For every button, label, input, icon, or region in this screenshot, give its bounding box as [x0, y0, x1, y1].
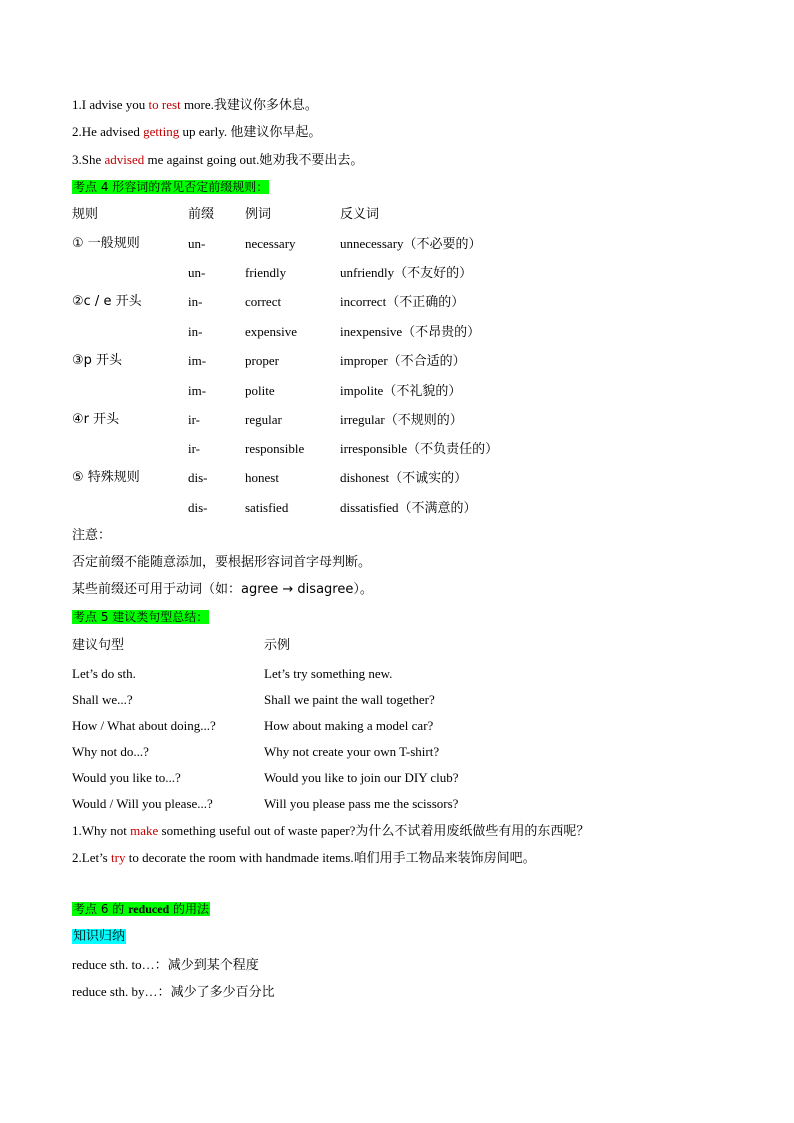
column-header: 规则: [72, 207, 99, 222]
example-cell: How about making a model car?: [264, 718, 434, 733]
highlighted-word: try: [111, 850, 126, 865]
column-header: 反义词: [340, 207, 380, 222]
example-sentence: [72, 123, 321, 142]
prefix-cell: im-: [188, 383, 207, 398]
notes-title: 注意：: [72, 528, 112, 543]
pattern-cell: How / What about doing...?: [72, 718, 216, 733]
chinese-translation: 为什么不试着用废纸做些有用的东西呢？: [355, 824, 590, 839]
sentence-text: more.: [180, 97, 214, 112]
highlighted-word: make: [130, 823, 159, 838]
section-title-text: 的用法: [169, 902, 210, 916]
column-header: 例词: [245, 207, 272, 222]
word-cell: responsible: [245, 441, 305, 456]
rule-cell: ① 一般规则: [72, 236, 140, 251]
antonym-cell: dissatisfied（不满意的）: [340, 500, 477, 515]
knowledge-heading: [72, 928, 126, 946]
example-sentence: [72, 96, 318, 115]
word-cell: correct: [245, 294, 282, 309]
sentence-text: something useful out of waste paper?: [158, 823, 356, 838]
note-item: 某些前缀还可用于动词（如：agree → disagree）。: [72, 582, 373, 597]
usage-meaning: 减少到某个程度: [167, 958, 259, 973]
rule-cell: ③p 开头: [72, 353, 123, 368]
prefix-cell: ir-: [188, 441, 201, 456]
section-heading: [72, 608, 209, 626]
rule-cell: ④r 开头: [72, 412, 120, 427]
sentence-text: 2.Let’s: [72, 850, 111, 865]
example-sentence: [72, 849, 536, 868]
section-title: 考点 4 形容词的常见否定前缀规则：: [73, 180, 269, 194]
word-cell: necessary: [245, 236, 296, 251]
usage-line: [72, 983, 275, 1002]
section-heading: [72, 178, 269, 196]
note-item: 否定前缀不能随意添加，要根据形容词首字母判断。: [72, 555, 372, 570]
highlighted-word: to rest: [148, 97, 181, 112]
pattern-cell: Shall we...?: [72, 692, 133, 707]
word-cell: polite: [245, 383, 275, 398]
sentence-text: 3.She: [72, 152, 105, 167]
usage-pattern: reduce sth. by…：: [72, 984, 171, 999]
sentence-text: to decorate the room with handmade items.: [125, 850, 354, 865]
chinese-translation: 她劝我不要出去。: [259, 153, 364, 168]
sentence-text: me against going out.: [144, 152, 260, 167]
pattern-cell: Would you like to...?: [72, 770, 181, 785]
antonym-cell: unnecessary（不必要的）: [340, 236, 482, 251]
sentence-text: up early.: [179, 124, 231, 139]
word-cell: honest: [245, 470, 279, 485]
section-title: 考点 5 建议类句型总结：: [73, 610, 209, 624]
example-cell: Would you like to join our DIY club?: [264, 770, 459, 785]
section-title-text: 考点 6 的: [73, 902, 129, 916]
rule-cell: ⑤ 特殊规则: [72, 470, 140, 485]
column-header: 前缀: [188, 207, 215, 222]
antonym-cell: dishonest（不诚实的）: [340, 470, 468, 485]
example-sentence: [72, 151, 363, 170]
prefix-cell: dis-: [188, 500, 208, 515]
pattern-cell: Let’s do sth.: [72, 666, 136, 681]
section-keyword: reduced: [128, 902, 170, 916]
chinese-translation: 咱们用手工物品来装饰房间吧。: [353, 851, 536, 866]
chinese-translation: 我建议你多休息。: [213, 98, 318, 113]
antonym-cell: inexpensive（不昂贵的）: [340, 324, 481, 339]
prefix-cell: in-: [188, 324, 203, 339]
rule-cell: ②c / e 开头: [72, 294, 142, 309]
word-cell: proper: [245, 353, 279, 368]
antonym-cell: irregular（不规则的）: [340, 412, 463, 427]
prefix-cell: in-: [188, 294, 203, 309]
column-header: 建议句型: [72, 638, 125, 653]
prefix-cell: dis-: [188, 470, 208, 485]
usage-meaning: 减少了多少百分比: [170, 985, 275, 1000]
section-title: [72, 902, 210, 916]
example-cell: Let’s try something new.: [264, 666, 393, 681]
word-cell: satisfied: [245, 500, 289, 515]
sentence-text: 2.He advised: [72, 124, 144, 139]
word-cell: friendly: [245, 265, 287, 280]
example-cell: Will you please pass me the scissors?: [264, 796, 459, 811]
usage-pattern: reduce sth. to…：: [72, 957, 168, 972]
highlighted-word: advised: [104, 152, 145, 167]
antonym-cell: irresponsible（不负责任的）: [340, 441, 499, 456]
section-heading: [72, 900, 210, 918]
prefix-cell: un-: [188, 236, 206, 251]
example-cell: Why not create your own T-shirt?: [264, 744, 440, 759]
example-cell: Shall we paint the wall together?: [264, 692, 435, 707]
antonym-cell: unfriendly（不友好的）: [340, 265, 473, 280]
usage-line: [72, 956, 259, 975]
chinese-translation: 他建议你早起。: [230, 125, 322, 140]
pattern-cell: Would / Will you please...?: [72, 796, 213, 811]
prefix-cell: im-: [188, 353, 207, 368]
highlighted-word: getting: [143, 124, 180, 139]
antonym-cell: incorrect（不正确的）: [340, 294, 465, 309]
column-header: 示例: [264, 638, 291, 653]
sentence-text: 1.I advise you: [72, 97, 149, 112]
pattern-cell: Why not do...?: [72, 744, 149, 759]
word-cell: regular: [245, 412, 282, 427]
prefix-cell: ir-: [188, 412, 201, 427]
knowledge-label: 知识归纳: [73, 929, 126, 944]
prefix-cell: un-: [188, 265, 206, 280]
antonym-cell: impolite（不礼貌的）: [340, 383, 462, 398]
word-cell: expensive: [245, 324, 297, 339]
sentence-text: 1.Why not: [72, 823, 131, 838]
example-sentence: [72, 822, 589, 841]
antonym-cell: improper（不合适的）: [340, 353, 466, 368]
